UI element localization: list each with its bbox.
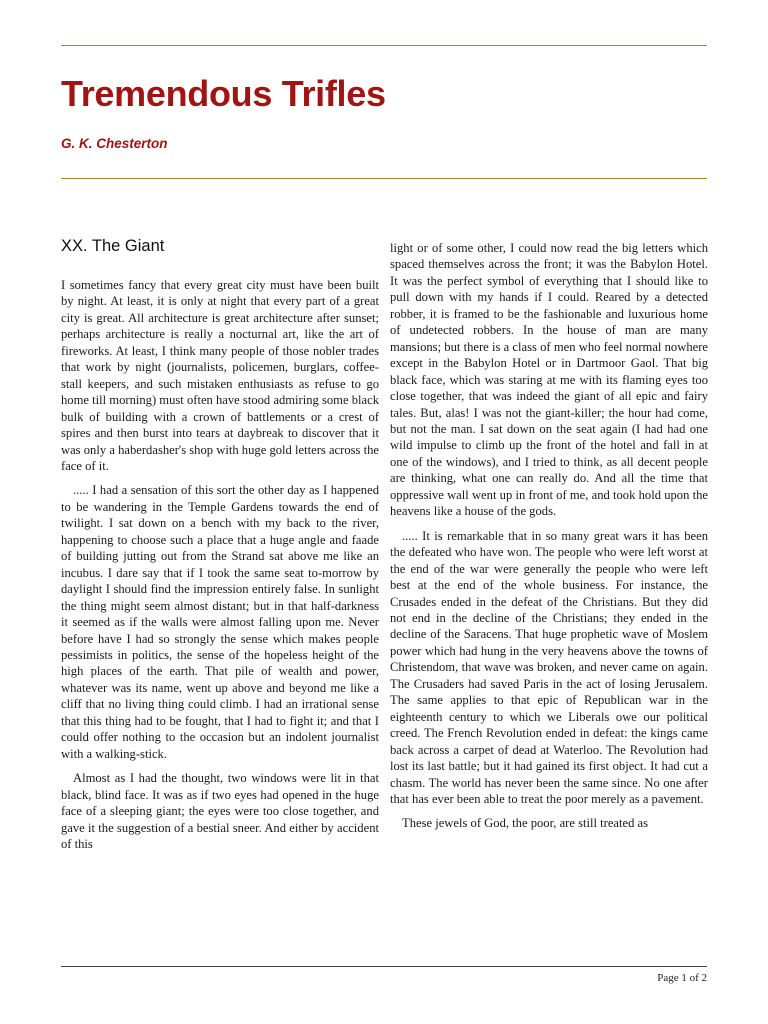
right-column bbox=[390, 240, 708, 840]
book-title: Tremendous Trifles bbox=[61, 73, 386, 114]
paragraph: ..... I had a sensation of this sort the other day as I happened to be wandering in the Temple Gardens towards the end of twilight. I sat down on a bench with my back to the river, happening to choose such a place that a huge angle and faade of building jutting out from the Strand sat above me like an incubus. I dare say that if I took the same seat to-morrow by daylight I should find the impression entirely false. In sunlight the thing might seem almost distant; but in that half-darkness it seemed as if the walls were almost falling upon me. Never before have I had so strongly the sense which makes people pessimists in politics, the sense of the hopeless height of the high places of the earth. That pile of wealth and power, whatever was its name, went up above and beyond me like a cliff that no living thing could climb. I had an irrational sense that this thing had to be fought, that I had to fight it; and that I could offer nothing to the occasion but an indolent journalist with a walking-stick. bbox=[61, 483, 379, 761]
paragraph: I sometimes fancy that every great city must have been built by night. At least, it is only at night that every part of a great city is great. All architecture is great architecture after sunset; perhaps architecture is really a nocturnal art, like the art of fireworks. At least, I think many people of those nobler trades that work by night (journalists, policemen, burglars, coffee-stall keepers, and such mistaken enthusiasts as refuse to go home till morning) must often have stood admiring some black bulk of building with a crown of battlements or a crest of spires and then burst into tears at daybreak to discover that it was only a haberdasher's shop with huge gold letters across the face of it. bbox=[61, 278, 379, 473]
paragraph: These jewels of God, the poor, are still treated as bbox=[402, 816, 649, 831]
left-column bbox=[61, 236, 379, 860]
paragraph: ..... It is remarkable that in so many great wars it has been the defeated who have won. The people who were left worst at the end of the war were generally the people who were left best at the end of the whole business. For instance, the Crusades ended in the defeat of the Christians. But they did not end in the decline of the Christians; they ended in the decline of the Saracens. That huge prophetic wave of Moslem power which had hung in the very heavens above the towns of Christendom, that wave was broken, and never came on again. The Crusaders had saved Paris in the act of losing Jerusalem. The same applies to that epic of Republican war in the eighteenth century to which we Liberals owe our political creed. The French Revolution ended in defeat: the kings came back across a carpet of dead at Waterloo. The Revolution had lost its last battle; but it had gained its first object. It had cut a chasm. The world has never been the same since. No one after that has ever been able to treat the poor merely as a pavement. bbox=[390, 528, 708, 806]
header-bottom-rule bbox=[61, 178, 707, 179]
header-top-rule bbox=[61, 45, 707, 46]
author-name: G. K. Chesterton bbox=[61, 136, 168, 151]
paragraph: light or of some other, I could now read the big letters which spaced themselves across the front; it was the Babylon Hotel. It was the perfect symbol of everything that I should like to pull down with my hands if I could. Reared by a detected robber, it is framed to be the fashionable and luxurious home of undetected robbers. In the house of man are many mansions; but there is a class of men who feel normal nowhere except in the Babylon Hotel or in Dartmoor Gaol. That big black face, which was staring at me with its flaming eyes too close together, that was indeed the giant of all epic and fairy tales. But, alas! I was not the giant-killer; the hour had come, but not the man. I sat down on the seat again (I had had one wild impulse to climb up the front of the hotel and fall in at one of the windows), and I tried to think, as all decent people are thinking, what one can really do. And all the time that oppressive wall went up in front of me, and took hold upon the heavens like a house of the gods. bbox=[390, 241, 708, 519]
page-number: Page 1 of 2 bbox=[657, 972, 707, 984]
footer-rule bbox=[61, 966, 707, 967]
chapter-heading: XX. The Giant bbox=[61, 237, 165, 255]
paragraph: Almost as I had the thought, two windows were lit in that black, blind face. It was as if two eyes had opened in the huge face of a sleeping giant; the eyes were too close together, and gave it the suggestion of a bestial sneer. And either by accident of this bbox=[61, 771, 379, 851]
